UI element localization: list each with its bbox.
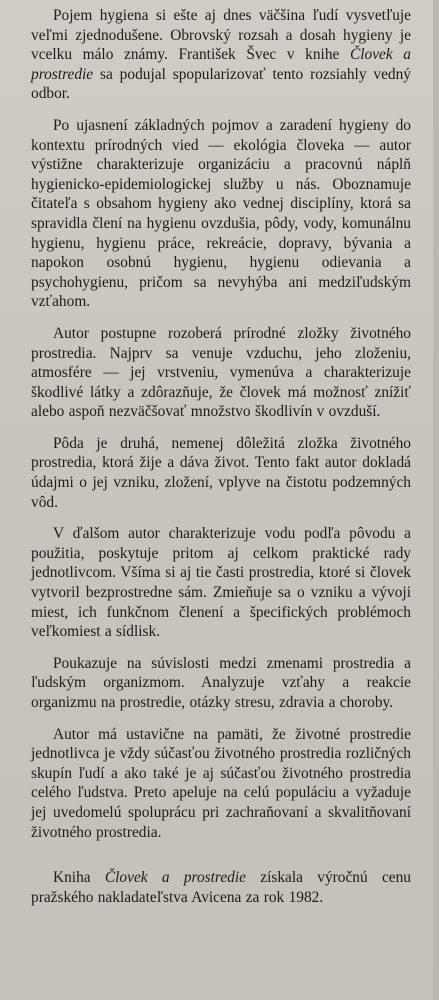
award-text-end: získala výročnú cenu pražského nakladateľstva Avicena za rok 1982. <box>31 869 412 906</box>
paragraph-population: Autor má ustavične na pamäti, že životné prostredie jednotlivca je vždy súčasťou životného prostredia rozličných skupín ľudí a ako také je aj súčasťou životného prostredia celého ľudstva. Preto apeluje na celú populáciu a vyžaduje jej uvedomelú spoluprácu pri zachraňovaní a skvalitňovaní životného prostredia. <box>31 725 411 841</box>
page-edge-shadow <box>433 0 439 1000</box>
paragraph-air: Autor postupne rozoberá prírodné zložky životného prostredia. Najprv sa venuje vzduchu, jeho zloženiu, atmosfére — jej vrstveniu, vymenúva a charakterizuje škodlivé látky a zdôrazňuje, že človek má možnosť znížiť alebo aspoň nezväčšovať množstvo škodlivín v ovzduší. <box>31 324 411 421</box>
paragraph-soil: Pôda je druhá, nemenej dôležitá zložka životného prostredia, ktorá žije a dáva život. Tento fakt autor dokladá údajmi o jej vzniku, zložení, vplyve na čistotu podzemných vôd. <box>31 434 411 511</box>
award-book-title: Človek a prostredie <box>104 869 246 887</box>
paragraph-hygiene-scope: Po ujasnení základných pojmov a zaradení hygieny do kontextu prírodných vied — ekológia človeka — autor výstižne charakterizuje organizáciu a pracovnú náplň hygienicko-epidemiologickej služby u nás. Oboznamuje čitateľa s obsahom hygieny ako vednej disciplíny, ktorá sa spravidla člení na hygienu ovzdušia, pôdy, vody, komunálnu hygienu, hygienu práce, rekreácie, dopravy, bývania a napokon osobnú hygienu, hygienu odievania a psychohygienu, pričom sa nevyhýba ani medziľudským vzťahom. <box>31 116 411 311</box>
book-title-inline: Človek a prostredie <box>31 46 411 83</box>
intro-text-end: sa podujal spopularizovať tento rozsiahly vedný odbor. <box>31 65 411 103</box>
paragraph-intro <box>31 6 411 104</box>
award-text-start: Kniha <box>53 869 105 887</box>
paragraph-water-cities: V ďalšom autor charakterizuje vodu podľa pôvodu a použitia, poskytuje pritom aj celkom praktické rady jednotlivcom. Všíma si aj tie časti prostredia, ktoré si človek vytvoril bezprostredne sám. Zmieňuje sa o vzniku a vývoji miest, ich funkčnom členení a špecifických problémoch veľkomiest a sídlisk. <box>31 525 411 641</box>
paragraph-organism: Poukazuje na súvislosti medzi zmenami prostredia a ľudským organizmom. Analyzuje vzťahy a reakcie organizmu na prostredie, otázky stresu, zdravia a choroby. <box>31 654 411 711</box>
blurb-text-column <box>31 6 411 907</box>
paragraph-award <box>31 868 411 907</box>
intro-text-start: Pojem hygiena si ešte aj dnes väčšina ľudí vysvetľuje veľmi zjednodušene. Obrovský rozsah a dosah hygieny je vcelku málo známy. František Švec v knihe <box>31 7 411 64</box>
